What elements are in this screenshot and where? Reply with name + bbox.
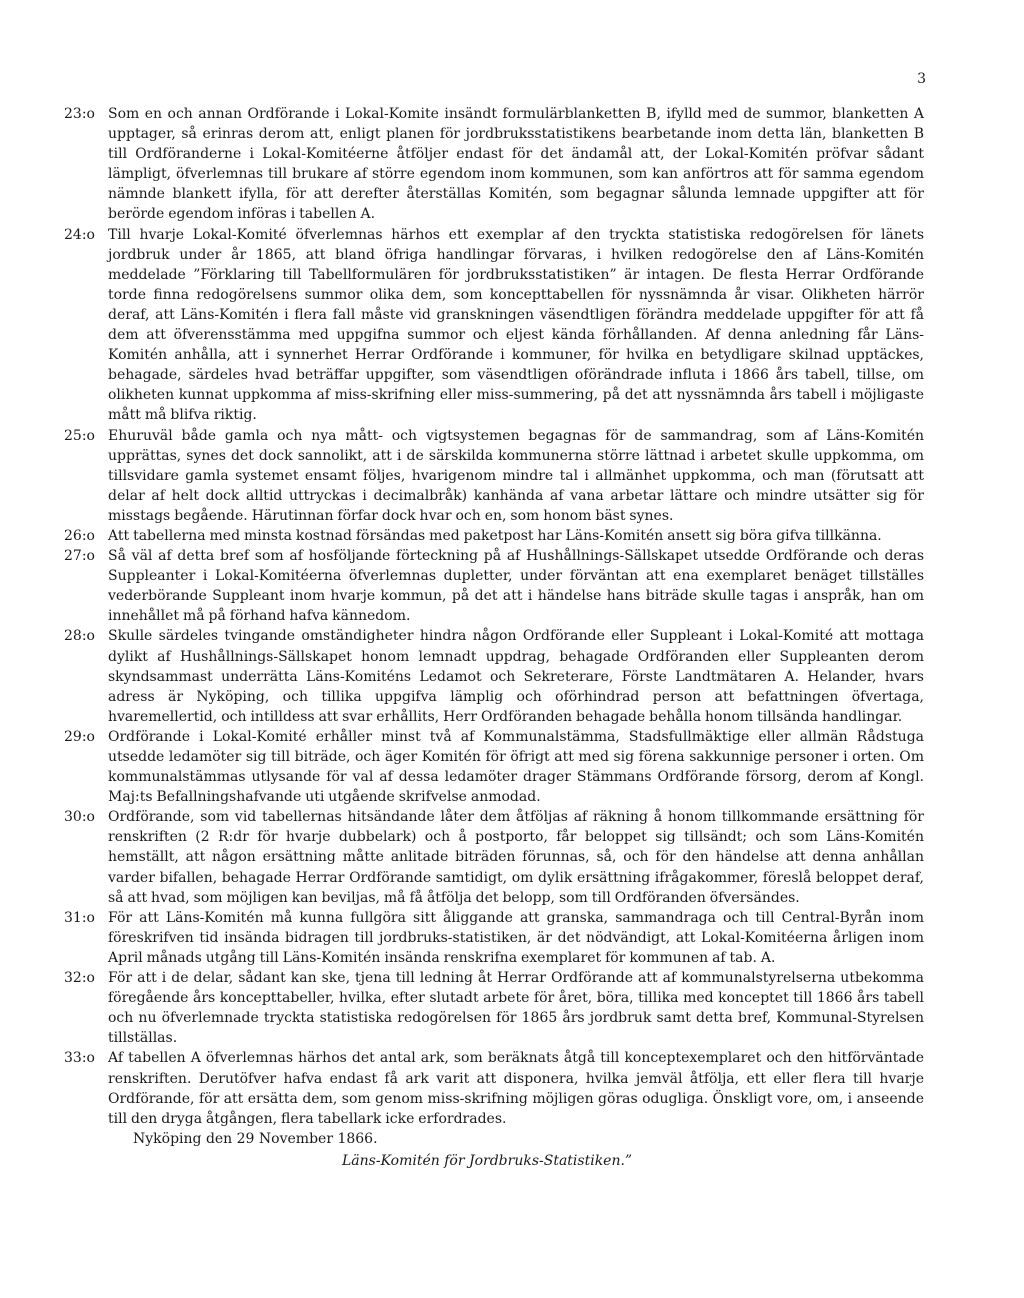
paragraph-text: Ordförande i Lokal-Komité erhåller minst två af Kommunalstämma, Stadsfullmäktige eller allmän Rådstuga utsedde ledamöter sig till biträde, och äger Komitén för öfrigt att med sig förena sakkunnige personer i orten. Om kommunalstämmas utlysande för val af dessa ledamöter drager Stämmans Ordförande försorg, derom af Kongl. Maj:ts Befallningshafvande uti utgående skrifvelse anmodad. bbox=[108, 728, 924, 806]
paragraph-number: 31:o bbox=[64, 909, 95, 926]
paragraph-number: 23:o bbox=[64, 106, 95, 122]
paragraph-number: 26:o bbox=[64, 527, 95, 544]
paragraph-29 bbox=[64, 727, 924, 807]
paragraph-number: 28:o bbox=[64, 628, 95, 645]
signature: Läns-Komitén för Jordbruks-Statistiken.” bbox=[342, 1152, 633, 1169]
paragraph-text: Af tabellen A öfverlemnas härhos det antal ark, som beräknats åtgå till konceptexemplaret och den hitförväntade renskriften. Derutöfver hafva endast få ark varit att disponera, hvilka jemväl åtfölja, ett eller flera till hvarje Ordförande, för att ersätta dem, som genom miss-skrifning möjligen göras odugliga. Önskligt vore, om, i anseende till den dryga åtgången, flera tabellark icke erfordrades. bbox=[108, 1050, 924, 1127]
paragraph-text: Till hvarje Lokal-Komité öfverlemnas härhos ett exemplar af den tryckta statistiska redogörelsen för länets jordbruk under år 1865, att bland öfriga handlingar förvaras, i hvilken redogörelse den af Läns-Komitén meddelade ”Förklaring till Tabellformulären för jordbruksstatistiken” är intagen. De flesta Herrar Ordförande torde finna redogörelsens summor olika dem, som koncepttabellen för nyssnämnda år visar. Olikheten härrör deraf, att Läns-Komitén i flera fall måste vid granskningen väsendtligen förändra meddelade uppgifter för att få dem att öfverensstämma med uppgifna summor och eljest kända förhållanden. Af denna anledning får Läns-Komitén anhålla, att i synnerhet Herrar Ordförande i kommuner, för hvilka en betydligare skilnad upptäckes, behagade, särdeles hvad beträffar uppgifter, som väsendtligen oförändrade influta i 1866 års tabell, tillse, om olikheten kunnat uppkomma af miss-skrifning eller miss-summering, på det att nyssnämnda års tabell i möjligaste mått må blifva riktig. bbox=[108, 226, 924, 424]
paragraph-number: 25:o bbox=[64, 427, 95, 444]
paragraph-28 bbox=[64, 626, 924, 726]
document-body bbox=[64, 104, 924, 1171]
paragraph-31 bbox=[64, 908, 924, 968]
paragraph-number: 27:o bbox=[64, 548, 95, 565]
paragraph-number: 24:o bbox=[64, 226, 95, 243]
paragraph-23 bbox=[64, 104, 924, 225]
paragraph-33 bbox=[64, 1048, 924, 1128]
paragraph-number: 29:o bbox=[64, 728, 95, 745]
paragraph-text: Så väl af detta bref som af hosföljande förteckning på af Hushållnings-Sällskapet utsedde Ordförande och deras Suppleanter i Lokal-Komitéerna öfverlemnas dupletter, under förväntan att ena exemplaret benäget tillställes vederbörande Suppleant inom hvarje kommun, på det att i händelse hans biträde skulle tagas i anspråk, han om innehållet må på förhand hafva kännedom. bbox=[108, 548, 924, 625]
paragraph-32 bbox=[64, 968, 924, 1048]
paragraph-text: Ordförande, som vid tabellernas hitsändande låter dem åtföljas af räkning å honom tillkommande ersättning för renskriften (2 R:dr för hvarje dubbelark) och å postporto, får beloppet sig tillsändt; och som Läns-Komitén hemställt, att någon ersättning måtte anlitade biträden förunnas, så, och för den händelse att denna anhållan varder bifallen, behagade Herrar Ordförande samtidigt, om dylik ersättning ifrågakommer, föreslå beloppet deraf, så att hvad, som möjligen kan beviljas, må få åtfölja det belopp, som till Ordföranden öfversändes. bbox=[108, 809, 924, 906]
paragraph-26 bbox=[64, 526, 924, 546]
paragraph-number: 32:o bbox=[64, 970, 95, 987]
paragraph-number: 33:o bbox=[64, 1050, 95, 1067]
paragraph-text: För att i de delar, sådant kan ske, tjena till ledning åt Herrar Ordförande att af kommunalstyrelserna utbekomma föregående års koncepttabeller, hvilka, efter slutadt arbete för året, böra, tillika med konceptet till 1866 års tabell och nu öfverlemnade tryckta statistiska redogörelsen för 1865 års jordbruk samt detta bref, Kommunal-Styrelsen tillställas. bbox=[108, 970, 924, 1047]
paragraph-text: För att Läns-Komitén må kunna fullgöra sitt åliggande att granska, sammandraga och till Central-Byrån inom föreskrifven tid insända bidragen till jordbruks-statistiken, är det nödvändigt, att Lokal-Komitéerna årligen inom April månads utgång till Läns-Komitén insända renskrifna exemplaret för kommunen af tab. A. bbox=[108, 909, 924, 966]
paragraph-text: Att tabellerna med minsta kostnad försändas med paketpost har Läns-Komitén ansett sig böra gifva tillkänna. bbox=[108, 527, 882, 544]
paragraph-text: Ehuruväl både gamla och nya mått- och vigtsystemen begagnas för de sammandrag, som af Läns-Komitén upprättas, synes det dock sannolikt, att i de särskilda kommunerna större lättnad i arbetet skulle uppkomma, om tillsvidare gamla systemet ensamt följes, hvarigenom mindre tal i allmänhet uppkomma, och man (förutsatt att delar af helt dock alltid uttryckas i decimalbråk) kanhända af vana arbetar lättare och mindre utsätter sig för misstags begående. Härutinnan förfar dock hvar och en, som honom bäst synes. bbox=[108, 427, 924, 524]
paragraph-24 bbox=[64, 225, 924, 426]
paragraph-text: Skulle särdeles tvingande omständigheter hindra någon Ordförande eller Suppleant i Lokal-Komité att mottaga dylikt af Hushållnings-Sällskapet honom lemnadt uppdrag, behagade Ordföranden eller Suppleanten derom skyndsammast underrätta Läns-Komiténs Ledamot och Sekreterare, Förste Landtmätaren A. Helander, hvars adress är Nyköping, och tillika uppgifva lämplig och oförhindrad person att befattningen öfvertaga, hvaremellertid, och intilldess att svar erhållits, Herr Ordföranden behagade behålla honom tillsända handlingar. bbox=[108, 628, 924, 725]
paragraph-27 bbox=[64, 546, 924, 626]
paragraph-text: Som en och annan Ordförande i Lokal-Komite insändt formulärblanketten B, ifylld med de summor, blanketten A upptager, så erinras derom att, enligt planen för jordbruksstatistikens bearbetande inom detta län, blanketten B till Ordföranderne i Lokal-Komitéerne åtföljer endast för det ändamål att, der Lokal-Komitén pröfvar sådant lämpligt, öfverlemnas till brukare af större egendom inom kommunen, som kan anförtros att för samma egendom nämnde blankett ifylla, för att derefter återställas Komitén, som begagnar sålunda lemnade uppgifter att för berörde egendom införas i tabellen A. bbox=[108, 106, 924, 223]
date-line: Nyköping den 29 November 1866. bbox=[133, 1130, 378, 1147]
page-number: 3 bbox=[917, 71, 926, 87]
paragraph-30 bbox=[64, 807, 924, 907]
paragraph-number: 30:o bbox=[64, 809, 95, 826]
paragraph-25 bbox=[64, 426, 924, 526]
